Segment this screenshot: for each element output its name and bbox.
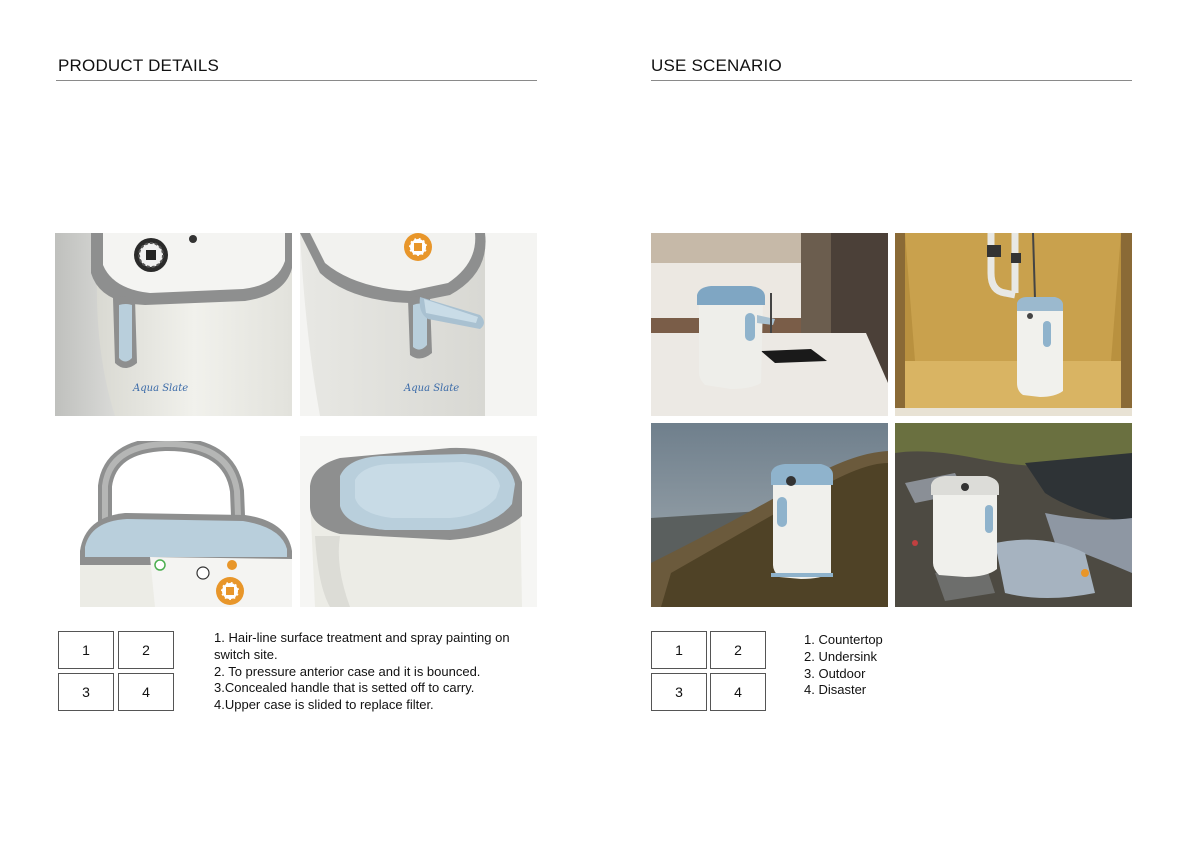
right-key-box-1: 1 — [651, 631, 707, 669]
left-key-box-2: 2 — [118, 631, 174, 669]
scenario-photo-countertop — [651, 233, 888, 416]
left-caption-4: 4.Upper case is slided to replace filter. — [214, 697, 434, 713]
left-key-box-3: 3 — [58, 673, 114, 711]
right-section-title: USE SCENARIO — [651, 56, 782, 75]
left-title-rule — [56, 80, 537, 81]
right-title-rule — [651, 80, 1132, 81]
right-caption-1: 1. Countertop — [804, 632, 883, 647]
right-caption-3: 3. Outdoor — [804, 665, 866, 681]
right-key-box-2: 2 — [710, 631, 766, 669]
left-caption-1: 1. Hair-line surface treatment and spray painting on switch site. — [214, 630, 510, 662]
product-photo-upper-case — [300, 436, 537, 607]
right-caption-2: 2. Undersink — [804, 648, 877, 664]
product-photo-switch — [55, 233, 292, 416]
scenario-photo-outdoor — [651, 423, 888, 607]
right-key-box-3: 3 — [651, 673, 707, 711]
svg-text:Aqua Slate: Aqua Slate — [133, 383, 189, 394]
right-captions — [804, 632, 1004, 699]
product-photo-spout — [300, 233, 537, 416]
scenario-photo-undersink — [895, 233, 1132, 416]
right-key-box-4: 4 — [710, 673, 766, 711]
left-caption-3: 3.Concealed handle that is setted off to carry. — [214, 680, 475, 696]
product-photo-handle — [55, 441, 292, 607]
left-key-box-1: 1 — [58, 631, 114, 669]
scenario-photo-disaster — [895, 423, 1132, 607]
left-captions — [214, 630, 544, 714]
svg-text:Aqua Slate: Aqua Slate — [404, 383, 460, 394]
left-section-title: PRODUCT DETAILS — [58, 56, 220, 75]
left-key-box-4: 4 — [118, 673, 174, 711]
right-caption-4: 4. Disaster — [804, 682, 867, 698]
left-caption-2: 2. To pressure anterior case and it is bounced. — [214, 663, 481, 679]
